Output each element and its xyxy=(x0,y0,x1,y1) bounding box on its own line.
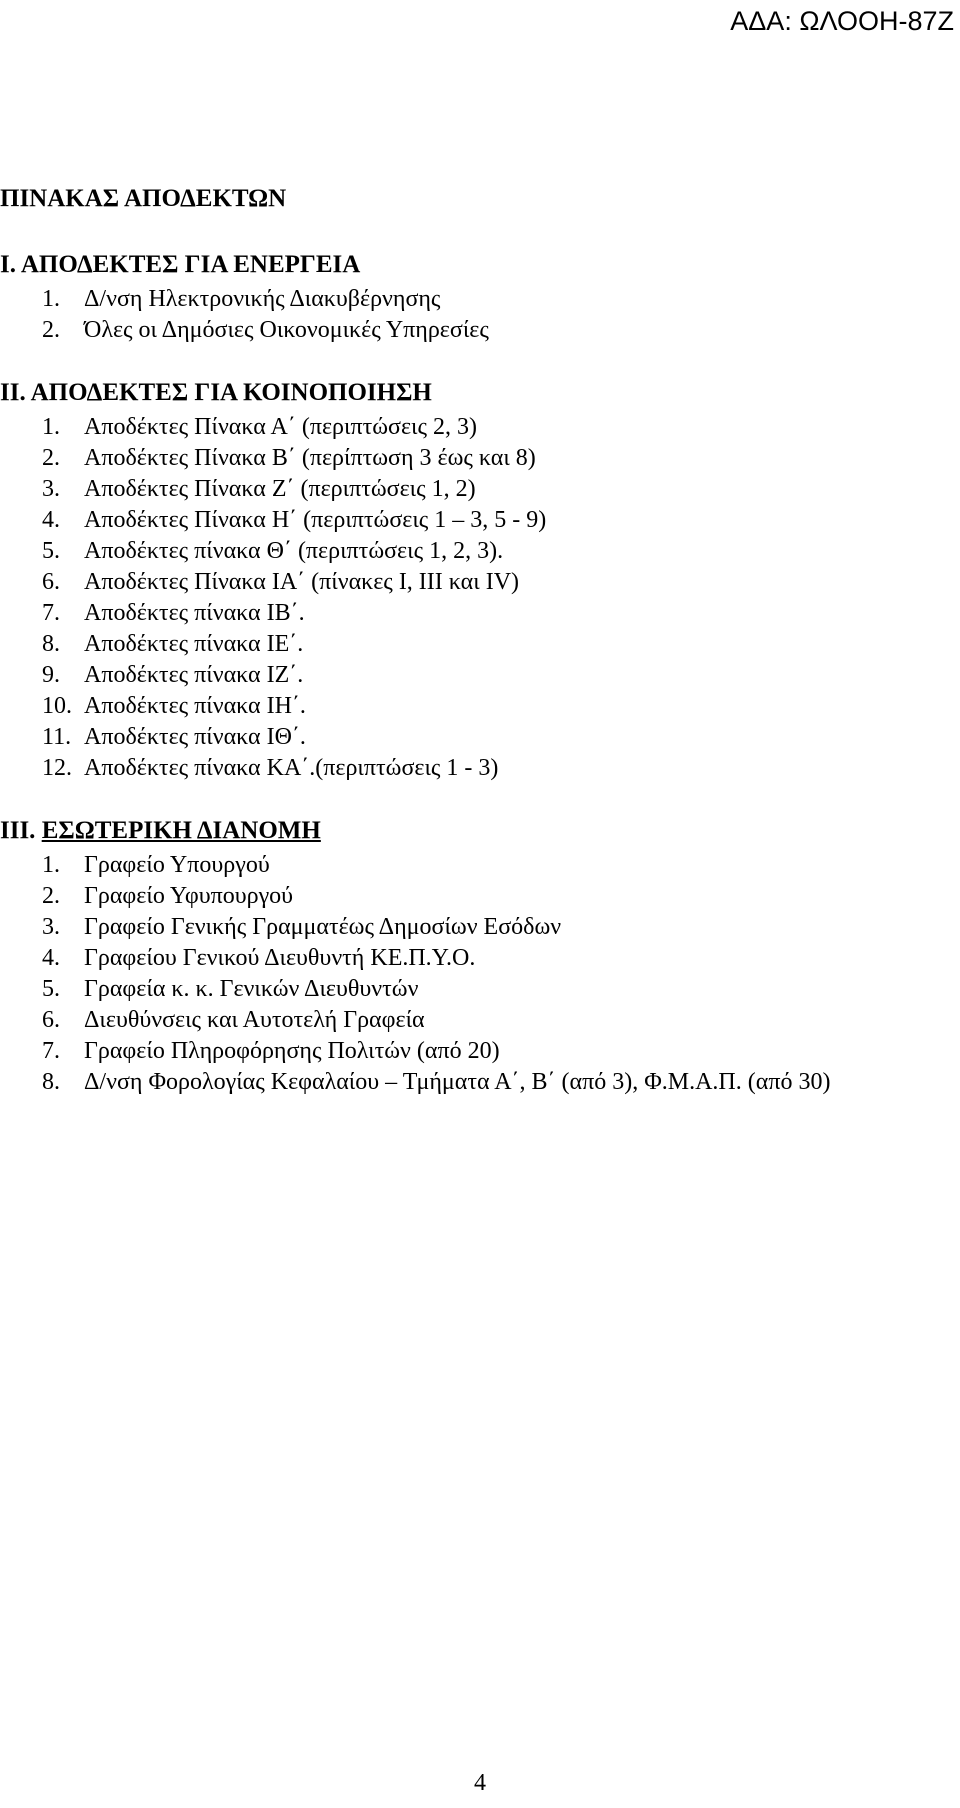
list-item: 4. Αποδέκτες Πίνακα Η΄ (περιπτώσεις 1 – 3, 5 - 9) xyxy=(42,507,547,533)
list-item: 1. Γραφείο Υπουργού xyxy=(42,852,270,878)
list-item: 6. Διευθύνσεις και Αυτοτελή Γραφεία xyxy=(42,1007,425,1033)
section-3-title: ΕΣΩΤΕΡΙΚΗ ΔΙΑΝΟΜΗ xyxy=(41,817,321,844)
list-item: 6. Αποδέκτες Πίνακα ΙΑ΄ (πίνακες Ι, ΙΙΙ και IV) xyxy=(42,569,520,595)
list-item: 3. Γραφείο Γενικής Γραμματέως Δημοσίων Εσόδων xyxy=(42,914,562,940)
list-item: 1. Αποδέκτες Πίνακα Α΄ (περιπτώσεις 2, 3) xyxy=(42,414,477,440)
ada-code: ΑΔΑ: ΩΛΟΟΗ-87Ζ xyxy=(730,6,954,36)
document-title: ΠΙΝΑΚΑΣ ΑΠΟΔΕΚΤΩΝ xyxy=(0,185,287,212)
section-2-list xyxy=(0,412,960,784)
list-item: 2. Αποδέκτες Πίνακα Β΄ (περίπτωση 3 έως και 8) xyxy=(42,445,536,471)
list-item: 9. Αποδέκτες πίνακα ΙΖ΄. xyxy=(42,662,304,688)
list-item: 12. Αποδέκτες πίνακα ΚΑ΄.(περιπτώσεις 1 - 3) xyxy=(42,755,499,781)
section-3-prefix: ΙΙΙ. xyxy=(0,817,42,844)
section-1-list xyxy=(0,284,960,346)
list-item: 10. Αποδέκτες πίνακα ΙΗ΄. xyxy=(42,693,306,719)
section-3-heading xyxy=(0,812,960,850)
list-item: 5. Γραφεία κ. κ. Γενικών Διευθυντών xyxy=(42,976,419,1002)
list-item: 1. Δ/νση Ηλεκτρονικής Διακυβέρνησης xyxy=(42,286,441,312)
list-item: 7. Γραφείο Πληροφόρησης Πολιτών (από 20) xyxy=(42,1038,500,1064)
list-item: 11. Αποδέκτες πίνακα ΙΘ΄. xyxy=(42,724,306,750)
page-number: 4 xyxy=(474,1770,486,1796)
list-item: 8. Αποδέκτες πίνακα ΙΕ΄. xyxy=(42,631,304,657)
section-2-heading: ΙΙ. ΑΠΟΔΕΚΤΕΣ ΓΙΑ ΚΟΙΝΟΠΟΙΗΣΗ xyxy=(0,379,432,406)
list-item: 2. Όλες οι Δημόσιες Οικονομικές Υπηρεσίες xyxy=(42,317,489,343)
list-item: 3. Αποδέκτες Πίνακα Ζ΄ (περιπτώσεις 1, 2) xyxy=(42,476,476,502)
section-3-list xyxy=(0,850,960,1098)
document-body xyxy=(0,180,960,1098)
list-item: 4. Γραφείου Γενικού Διευθυντή ΚΕ.Π.Υ.Ο. xyxy=(42,945,476,971)
list-item: 8. Δ/νση Φορολογίας Κεφαλαίου – Τμήματα Α΄, Β΄ (από 3), Φ.Μ.Α.Π. (από 30) xyxy=(42,1069,831,1095)
list-item: 2. Γραφείο Υφυπουργού xyxy=(42,883,294,909)
section-1-heading: Ι. ΑΠΟΔΕΚΤΕΣ ΓΙΑ ΕΝΕΡΓΕΙΑ xyxy=(0,251,361,278)
list-item: 7. Αποδέκτες πίνακα ΙΒ΄. xyxy=(42,600,305,626)
list-item: 5. Αποδέκτες πίνακα Θ΄ (περιπτώσεις 1, 2, 3). xyxy=(42,538,504,564)
